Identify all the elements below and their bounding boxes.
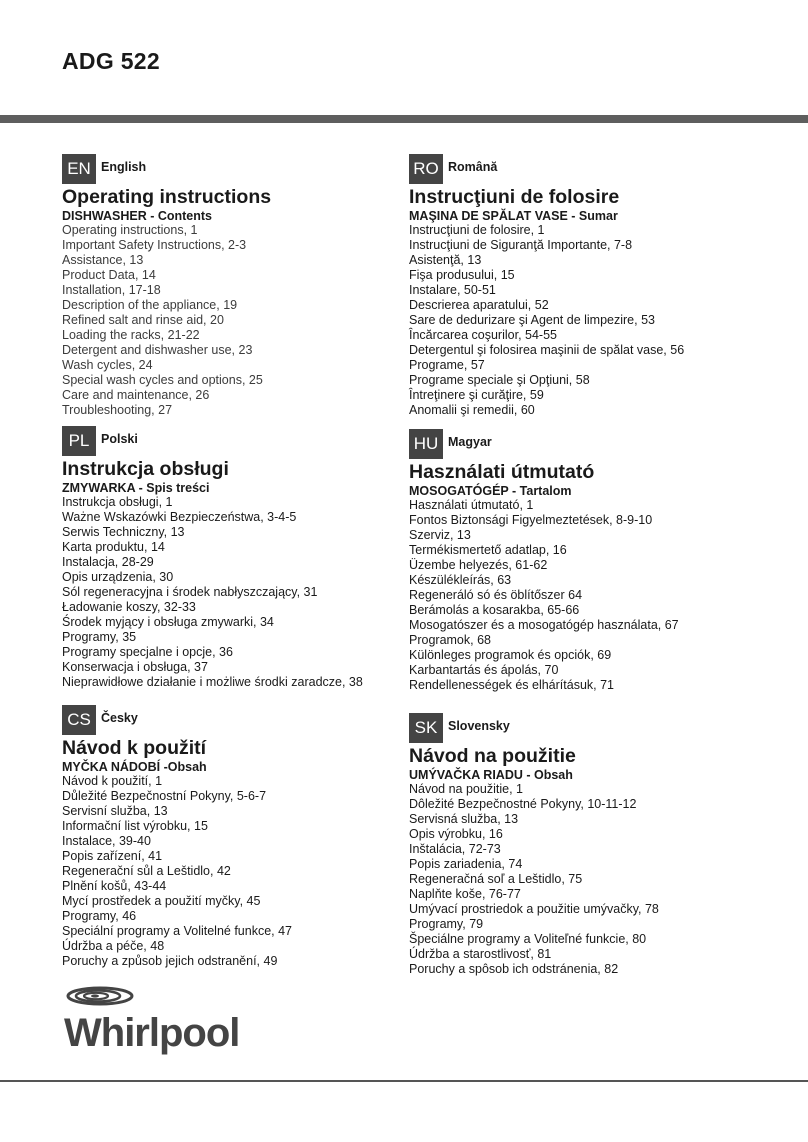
- list-item: Ładowanie koszy, 32-33: [62, 600, 196, 614]
- section-subtitle: UMÝVAČKA RIADU - Obsah: [409, 768, 573, 782]
- list-item: Instrukcja obsługi, 1: [62, 495, 173, 509]
- language-header: [62, 154, 452, 184]
- list-item: Fişa produsului, 15: [409, 268, 515, 282]
- list-item: Különleges programok és opciók, 69: [409, 648, 612, 662]
- list-item: Špeciálne programy a Voliteľné funkcie, 80: [409, 932, 647, 946]
- list-item: Regeneráló só és öblítőszer 64: [409, 588, 583, 602]
- language-code-badge: EN: [62, 154, 96, 184]
- list-item: Regeneračná soľ a Leštidlo, 75: [409, 872, 583, 886]
- list-item: Assistance, 13: [62, 253, 144, 267]
- whirlpool-logo: [60, 985, 270, 1057]
- contents-list: [409, 782, 799, 977]
- list-item: Údržba a starostlivosť, 81: [409, 947, 552, 961]
- section-subtitle: DISHWASHER - Contents: [62, 209, 212, 223]
- section-title: Operating instructions: [62, 186, 272, 208]
- list-item: Návod na použitie, 1: [409, 782, 523, 796]
- list-item: Umývací prostriedok a použitie umývačky, 78: [409, 902, 659, 916]
- list-item: Loading the racks, 21-22: [62, 328, 200, 342]
- list-item: Speciální programy a Volitelné funkce, 47: [62, 924, 292, 938]
- logo-wordmark: Whirlpool: [64, 1011, 240, 1055]
- list-item: Údržba a péče, 48: [62, 939, 165, 953]
- section-hu: [409, 429, 799, 693]
- list-item: Opis urządzenia, 30: [62, 570, 174, 584]
- list-item: Készülékleírás, 63: [409, 573, 512, 587]
- list-item: Anomalii şi remedii, 60: [409, 403, 535, 417]
- language-code-badge: PL: [62, 426, 96, 456]
- section-title: Használati útmutató: [409, 461, 595, 483]
- contents-list: [62, 774, 452, 969]
- section-ro: [409, 154, 799, 418]
- list-item: Description of the appliance, 19: [62, 298, 238, 312]
- list-item: Důležité Bezpečnostní Pokyny, 5-6-7: [62, 789, 267, 803]
- list-item: Szerviz, 13: [409, 528, 471, 542]
- list-item: Návod k použití, 1: [62, 774, 163, 788]
- language-header: [62, 426, 452, 456]
- list-item: Descrierea aparatului, 52: [409, 298, 549, 312]
- list-item: Instalace, 39-40: [62, 834, 151, 848]
- list-item: Important Safety Instructions, 2-3: [62, 238, 247, 252]
- list-item: Használati útmutató, 1: [409, 498, 534, 512]
- list-item: Informační list výrobku, 15: [62, 819, 208, 833]
- list-item: Opis výrobku, 16: [409, 827, 503, 841]
- list-item: Berámolás a kosarakba, 65-66: [409, 603, 580, 617]
- language-name: Polski: [101, 432, 138, 446]
- list-item: Programy specjalne i opcje, 36: [62, 645, 233, 659]
- list-item: Wash cycles, 24: [62, 358, 153, 372]
- list-item: Installation, 17-18: [62, 283, 161, 297]
- list-item: Karbantartás és ápolás, 70: [409, 663, 559, 677]
- model-title: ADG 522: [62, 48, 160, 74]
- section-pl: [62, 426, 452, 690]
- list-item: Refined salt and rinse aid, 20: [62, 313, 224, 327]
- list-item: Poruchy a spôsob ich odstránenia, 82: [409, 962, 619, 976]
- language-code-badge: SK: [409, 713, 443, 743]
- language-code-badge: CS: [62, 705, 96, 735]
- section-subtitle: ZMYWARKA - Spis treści: [62, 481, 210, 495]
- section-cs: [62, 705, 452, 969]
- list-item: Karta produktu, 14: [62, 540, 165, 554]
- list-item: Popis zařízení, 41: [62, 849, 163, 863]
- language-header: [409, 154, 799, 184]
- section-title: Návod k použití: [62, 737, 207, 759]
- list-item: Asistenţă, 13: [409, 253, 482, 267]
- whirlpool-swirl-icon: [60, 985, 270, 1057]
- list-item: Programe speciale şi Opţiuni, 58: [409, 373, 590, 387]
- list-item: Servisná služba, 13: [409, 812, 519, 826]
- list-item: Programok, 68: [409, 633, 491, 647]
- list-item: Programy, 35: [62, 630, 137, 644]
- contents-list: [409, 498, 799, 693]
- list-item: Care and maintenance, 26: [62, 388, 210, 402]
- list-item: Mycí prostředek a použití myčky, 45: [62, 894, 261, 908]
- list-item: Serwis Techniczny, 13: [62, 525, 185, 539]
- list-item: Instrucţiuni de folosire, 1: [409, 223, 545, 237]
- list-item: Poruchy a způsob jejich odstranění, 49: [62, 954, 278, 968]
- section-en: [62, 154, 452, 418]
- list-item: Naplňte koše, 76-77: [409, 887, 521, 901]
- list-item: Întreţinere şi curăţire, 59: [409, 388, 544, 402]
- contents-list: [62, 495, 452, 690]
- list-item: Instalacja, 28-29: [62, 555, 154, 569]
- list-item: Operating instructions, 1: [62, 223, 198, 237]
- list-item: Programy, 46: [62, 909, 137, 923]
- section-subtitle: MYČKA NÁDOBÍ -Obsah: [62, 760, 207, 774]
- list-item: Încărcarea coşurilor, 54-55: [409, 328, 557, 342]
- header-divider: [0, 115, 808, 123]
- language-name: Magyar: [448, 435, 492, 449]
- list-item: Środek myjący i obsługa zmywarki, 34: [62, 615, 274, 629]
- list-item: Programy, 79: [409, 917, 484, 931]
- list-item: Popis zariadenia, 74: [409, 857, 523, 871]
- list-item: Programe, 57: [409, 358, 485, 372]
- language-name: Česky: [101, 711, 138, 725]
- list-item: Plnění košů, 43-44: [62, 879, 167, 893]
- list-item: Dôležité Bezpečnostné Pokyny, 10-11-12: [409, 797, 637, 811]
- list-item: Sare de dedurizare şi Agent de limpezire, 53: [409, 313, 655, 327]
- list-item: Rendellenességek és elhárításuk, 71: [409, 678, 614, 692]
- list-item: Detergent and dishwasher use, 23: [62, 343, 253, 357]
- language-code-badge: HU: [409, 429, 443, 459]
- list-item: Regenerační sůl a Leštidlo, 42: [62, 864, 231, 878]
- list-item: Troubleshooting, 27: [62, 403, 173, 417]
- section-title: Instrucţiuni de folosire: [409, 186, 620, 208]
- list-item: Special wash cycles and options, 25: [62, 373, 263, 387]
- section-sk: [409, 713, 799, 977]
- section-subtitle: MOSOGATÓGÉP - Tartalom: [409, 484, 572, 498]
- section-subtitle: MAŞINA DE SPĂLAT VASE - Sumar: [409, 209, 618, 223]
- list-item: Fontos Biztonsági Figyelmeztetések, 8-9-10: [409, 513, 653, 527]
- footer-divider: [0, 1080, 808, 1082]
- language-header: [409, 429, 799, 459]
- language-header: [409, 713, 799, 743]
- language-code-badge: RO: [409, 154, 443, 184]
- list-item: Nieprawidłowe działanie i możliwe środki zaradcze, 38: [62, 675, 363, 689]
- language-name: Română: [448, 160, 498, 174]
- section-title: Instrukcja obsługi: [62, 458, 229, 480]
- list-item: Instrucţiuni de Siguranţă Importante, 7-8: [409, 238, 633, 252]
- language-header: [62, 705, 452, 735]
- language-name: English: [101, 160, 147, 174]
- list-item: Ważne Wskazówki Bezpieczeństwa, 3-4-5: [62, 510, 297, 524]
- list-item: Konserwacja i obsługa, 37: [62, 660, 208, 674]
- contents-list: [62, 223, 452, 418]
- list-item: Mosogatószer és a mosogatógép használata, 67: [409, 618, 679, 632]
- section-title: Návod na použitie: [409, 745, 576, 767]
- list-item: Üzembe helyezés, 61-62: [409, 558, 548, 572]
- list-item: Instalare, 50-51: [409, 283, 496, 297]
- list-item: Termékismertető adatlap, 16: [409, 543, 567, 557]
- list-item: Servisní služba, 13: [62, 804, 168, 818]
- list-item: Sól regeneracyjna i środek nabłyszczający, 31: [62, 585, 318, 599]
- list-item: Product Data, 14: [62, 268, 156, 282]
- contents-list: [409, 223, 799, 418]
- list-item: Detergentul şi folosirea maşinii de spălat vase, 56: [409, 343, 685, 357]
- list-item: Inštalácia, 72-73: [409, 842, 501, 856]
- language-name: Slovensky: [448, 719, 510, 733]
